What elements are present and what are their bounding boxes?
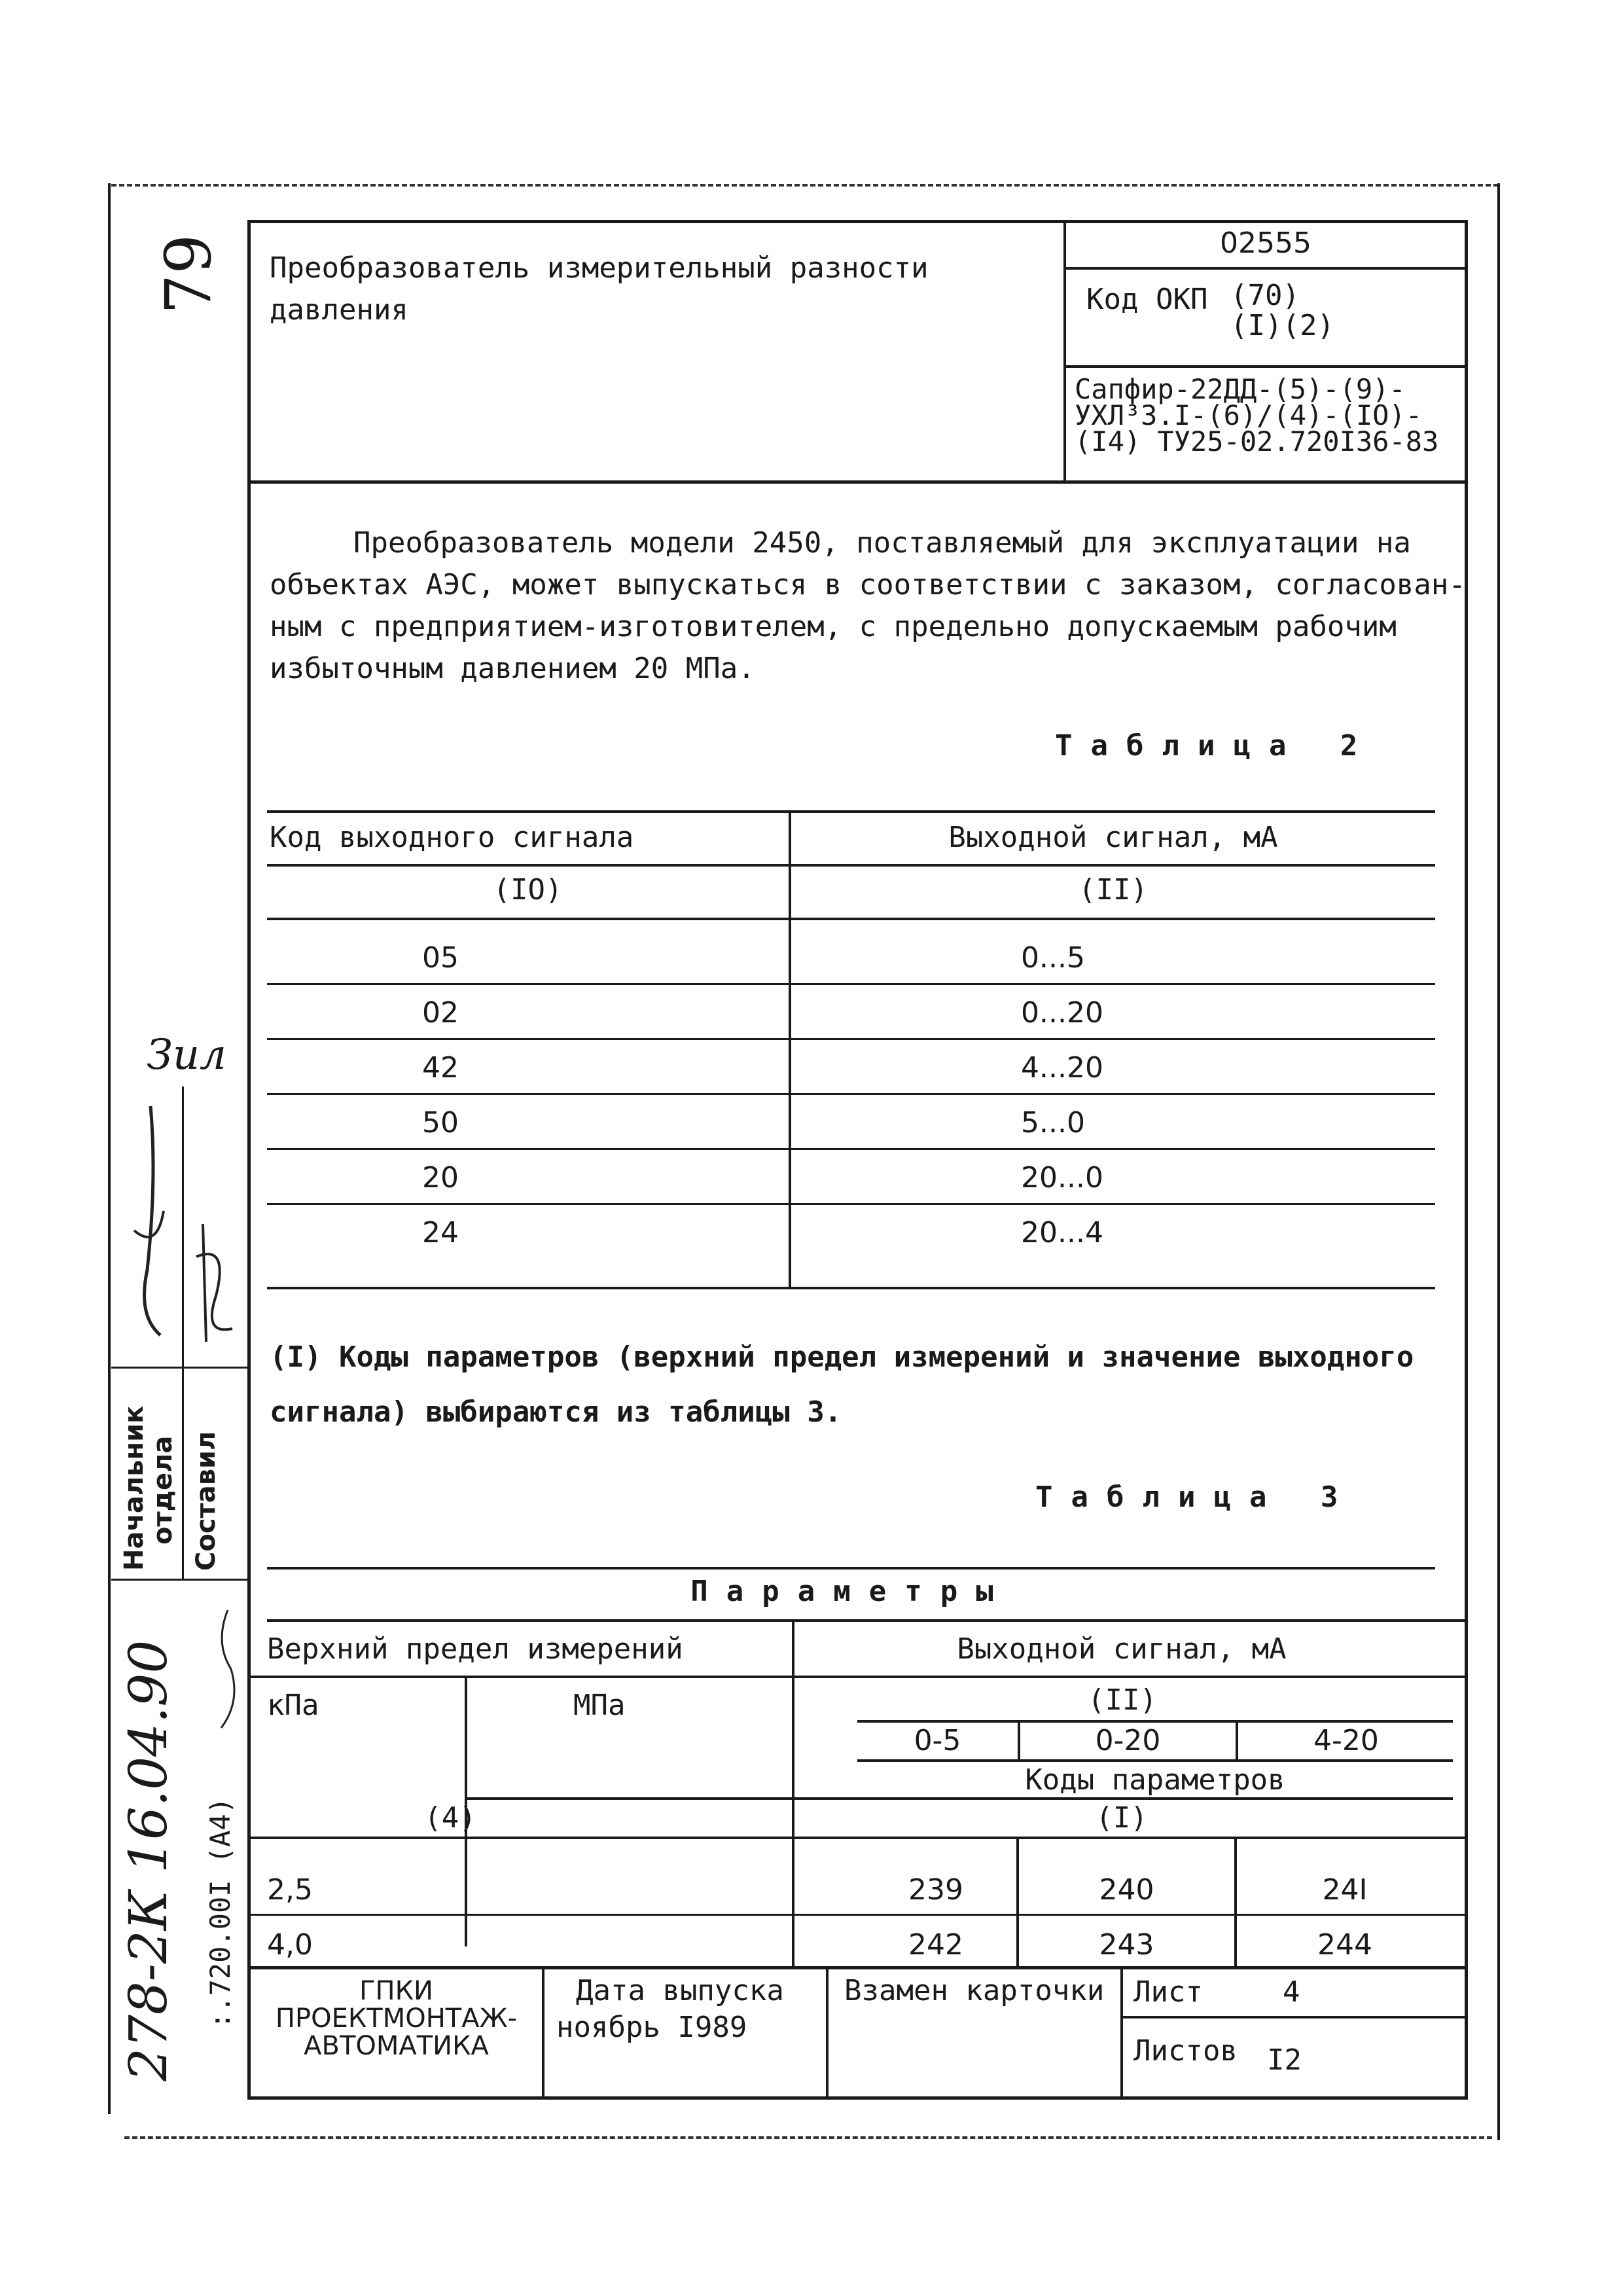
margin-handwritten-note: Зил xyxy=(147,1031,226,1079)
table2-row4-bottom xyxy=(267,1148,1435,1150)
table2-row5-code: 20 xyxy=(422,1161,459,1194)
table2-row6-signal: 20...4 xyxy=(1021,1216,1103,1249)
table3-param-code: (I) xyxy=(1096,1801,1148,1835)
footer-sheets-value: I2 xyxy=(1267,2043,1302,2077)
table2-row6-code: 24 xyxy=(422,1216,459,1249)
table3-range-bottom xyxy=(857,1759,1453,1762)
note-line1: (I) Коды параметров (верхний предел измерений и значение выходного xyxy=(270,1340,1414,1374)
signature-compiler-icon xyxy=(190,1217,242,1348)
table2-top xyxy=(267,810,1435,813)
okp-code-line1: (70) xyxy=(1230,279,1300,312)
table3-range2: 0-20 xyxy=(1095,1724,1161,1757)
bottom-dashed-border xyxy=(124,2136,1492,2139)
table3-code-row-bottom xyxy=(247,1837,1468,1839)
table3-param-codes-label: Коды параметров xyxy=(1025,1763,1285,1797)
table3-title-bottom xyxy=(267,1619,1468,1622)
table3-upper-limit-header: Верхний предел измерений xyxy=(267,1632,683,1666)
designation-line1: Сапфир-22ДД-(5)-(9)- xyxy=(1075,373,1406,405)
footer-sheet-divider xyxy=(1120,2016,1468,2018)
table2-header-bottom xyxy=(267,864,1435,867)
table3-row1-c2: 240 xyxy=(1099,1873,1154,1907)
table3-out-code: (II) xyxy=(1088,1683,1157,1717)
frame-left xyxy=(247,220,251,2100)
table3-param-label-bottom xyxy=(465,1797,1453,1800)
paragraph-line2: объектах АЭС, может выпускаться в соответствии с заказом, согласован- xyxy=(270,568,1466,601)
table3-row1-kpa: 2,5 xyxy=(267,1873,313,1907)
header-right-h1 xyxy=(1063,267,1468,270)
paragraph-line1: Преобразователь модели 2450, поставляемый для эксплуатации на xyxy=(353,526,1411,560)
footer-div2 xyxy=(826,1966,829,2097)
table2-row5-signal: 20...0 xyxy=(1021,1161,1103,1194)
doc-code: 02555 xyxy=(1220,226,1311,260)
footer-replace-label: Взамен карточки xyxy=(844,1974,1105,2007)
table3-row2-c1: 242 xyxy=(908,1928,963,1962)
table2-row2-code: 02 xyxy=(422,996,459,1030)
table3-kpa: кПа xyxy=(267,1689,319,1722)
table3-row2-c3: 244 xyxy=(1317,1928,1372,1962)
table2-code-bottom xyxy=(267,918,1435,920)
frame-right xyxy=(1465,220,1468,2100)
table2-row1-bottom xyxy=(267,983,1435,985)
footer-date-label: Дата выпуска xyxy=(576,1974,784,2007)
designation-line2: УХЛ³3.I-(6)/(4)-(IO)- xyxy=(1075,399,1423,431)
table2-col1-header: Код выходного сигнала xyxy=(270,821,634,854)
footer-sheets-label: Листов xyxy=(1133,2034,1238,2068)
table2-row2-signal: 0...20 xyxy=(1021,996,1103,1030)
okp-label: Код ОКП xyxy=(1086,283,1208,316)
margin-head-label-line1: Начальник xyxy=(119,1405,149,1571)
margin-box-top xyxy=(111,1367,247,1369)
margin-head-label-line2: отдела xyxy=(148,1435,178,1545)
table3-row2-kpa: 4,0 xyxy=(267,1928,313,1962)
table2-bottom xyxy=(267,1287,1435,1289)
paragraph-line3: ным с предприятием-изготовителем, с предельно допускаемым рабочим xyxy=(270,610,1397,643)
footer-sheet-value: 4 xyxy=(1283,1975,1300,2009)
margin-handwritten-code: 278-2К 16.04.90 xyxy=(118,1640,179,2081)
table2-row5-bottom xyxy=(267,1203,1435,1205)
paragraph-line4: избыточным давлением 20 МПа. xyxy=(270,652,755,685)
table3-top xyxy=(267,1567,1435,1570)
table3-output-header: Выходной сигнал, мА xyxy=(957,1632,1287,1666)
header-title-line1: Преобразователь измерительный разности xyxy=(270,251,929,285)
footer-div3 xyxy=(1120,1966,1123,2097)
table2-row3-signal: 4...20 xyxy=(1021,1051,1103,1085)
signature-date-icon xyxy=(208,1604,247,1734)
frame-bottom xyxy=(247,2096,1468,2100)
footer-div1 xyxy=(542,1966,544,2097)
footer-sheet-label: Лист xyxy=(1133,1975,1203,2009)
table2-col1-code: (IO) xyxy=(493,873,563,906)
table3-row1-bottom xyxy=(247,1914,1468,1916)
margin-compiled-label: Составил xyxy=(191,1431,221,1571)
table2-row4-code: 50 xyxy=(422,1106,459,1139)
page-number: 79 xyxy=(152,234,225,314)
signature-head-icon xyxy=(124,1100,183,1348)
margin-box-mid xyxy=(111,1579,247,1581)
table3-caption: Таблица 3 xyxy=(1035,1480,1357,1514)
header-right-h2 xyxy=(1063,365,1468,368)
table2-row1-code: 05 xyxy=(422,941,459,975)
header-divider-vertical xyxy=(1063,220,1066,483)
top-dashed-border xyxy=(111,184,1499,187)
table2-row3-bottom xyxy=(267,1093,1435,1095)
note-line2: сигнала) выбираются из таблицы 3. xyxy=(270,1395,842,1429)
margin-doc-ref: :.720.00I (А4) xyxy=(204,1797,236,2029)
designation-line3: (I4) ТУ25-02.720I36-83 xyxy=(1075,425,1439,457)
table2-row2-bottom xyxy=(267,1038,1435,1040)
table3-title: Параметры xyxy=(690,1575,1012,1608)
table3-out-code-bottom xyxy=(857,1720,1453,1723)
okp-code-line2: (I)(2) xyxy=(1230,309,1334,342)
table3-row2-c2: 243 xyxy=(1099,1928,1154,1962)
footer-date-value: ноябрь I989 xyxy=(556,2011,747,2044)
footer-org-line2: ПРОЕКТМОНТАЖ- xyxy=(275,2003,518,2034)
header-title-line2: давления xyxy=(270,293,408,327)
table3-range1: 0-5 xyxy=(914,1724,961,1757)
table3-row1-c1: 239 xyxy=(908,1873,963,1907)
table2-col2-header: Выходной сигнал, мА xyxy=(948,821,1278,854)
footer-top xyxy=(247,1966,1468,1969)
table3-header-bottom xyxy=(247,1676,1468,1678)
table3-limit-code: (4) xyxy=(424,1801,476,1835)
table2-col2-code: (II) xyxy=(1079,873,1148,906)
left-outer-border xyxy=(108,183,111,2114)
footer-org-line1: ГПКИ xyxy=(359,1976,433,2006)
header-bottom xyxy=(247,480,1468,484)
table3-mpa: МПа xyxy=(573,1689,626,1722)
table2-row3-code: 42 xyxy=(422,1051,459,1085)
right-outer-border xyxy=(1497,183,1500,2140)
frame-top xyxy=(247,220,1468,223)
table3-range3: 4-20 xyxy=(1313,1724,1379,1757)
table2-caption: Таблица 2 xyxy=(1055,729,1376,762)
table2-row1-signal: 0...5 xyxy=(1021,941,1085,975)
table2-row4-signal: 5...0 xyxy=(1021,1106,1085,1139)
footer-org-line3: АВТОМАТИКА xyxy=(304,2031,489,2061)
table3-row1-c3: 24I xyxy=(1322,1873,1368,1907)
